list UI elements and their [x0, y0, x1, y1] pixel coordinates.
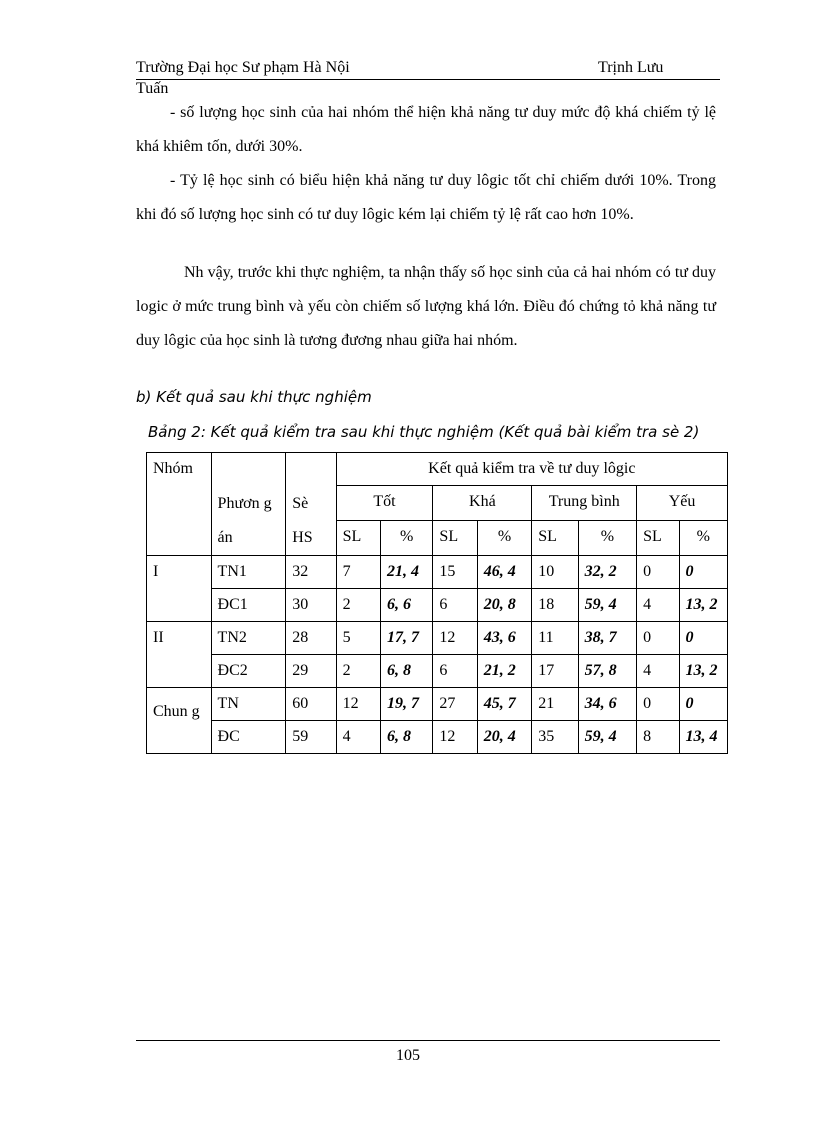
pct-cell: 46, 4 — [477, 556, 531, 589]
pct-cell: 6, 8 — [380, 721, 432, 754]
table-row — [147, 556, 728, 589]
sl-cell: 7 — [336, 556, 380, 589]
level-good: Tốt — [336, 486, 433, 521]
sl-cell: 0 — [637, 622, 679, 655]
subheader-pct: % — [679, 521, 727, 556]
method-cell: ĐC2 — [211, 655, 286, 688]
pct-cell: 43, 6 — [477, 622, 531, 655]
sl-cell: 11 — [532, 622, 578, 655]
pct-cell: 17, 7 — [380, 622, 432, 655]
header-method: Phươn g án — [211, 453, 286, 556]
subheader-sl: SL — [336, 521, 380, 556]
hs-cell: 60 — [286, 688, 336, 721]
sl-cell: 6 — [433, 655, 477, 688]
level-fair: Khá — [433, 486, 532, 521]
header-author: Trịnh Lưu — [598, 59, 664, 76]
pct-cell: 13, 4 — [679, 721, 727, 754]
subheader-sl: SL — [637, 521, 679, 556]
group-name: Chun g — [147, 688, 212, 754]
pct-cell: 21, 4 — [380, 556, 432, 589]
pct-cell: 19, 7 — [380, 688, 432, 721]
group-name: II — [147, 622, 212, 688]
sl-cell: 12 — [433, 721, 477, 754]
sl-cell: 0 — [637, 688, 679, 721]
paragraph-2: - Tỷ lệ học sinh có biểu hiện khả năng tư duy lôgic tốt chỉ chiếm dưới 10%. Trong khi đó số lượng học sinh có tư duy lôgic kém lại chiếm tỷ lệ rất cao hơn 10%. — [136, 172, 716, 223]
pct-cell: 32, 2 — [578, 556, 637, 589]
pct-cell: 0 — [679, 688, 727, 721]
hs-cell: 28 — [286, 622, 336, 655]
results-table — [146, 452, 728, 754]
sl-cell: 4 — [637, 655, 679, 688]
pct-cell: 59, 4 — [578, 589, 637, 622]
subheader-sl: SL — [532, 521, 578, 556]
hs-cell: 32 — [286, 556, 336, 589]
sl-cell: 4 — [336, 721, 380, 754]
header-author-continuation: Tuấn — [136, 80, 169, 97]
subheader-pct: % — [578, 521, 637, 556]
sl-cell: 17 — [532, 655, 578, 688]
sl-cell: 2 — [336, 589, 380, 622]
sl-cell: 6 — [433, 589, 477, 622]
pct-cell: 57, 8 — [578, 655, 637, 688]
sl-cell: 12 — [336, 688, 380, 721]
pct-cell: 0 — [679, 622, 727, 655]
sl-cell: 5 — [336, 622, 380, 655]
group-name: I — [147, 556, 212, 622]
hs-cell: 30 — [286, 589, 336, 622]
table-row — [147, 622, 728, 655]
sl-cell: 15 — [433, 556, 477, 589]
sl-cell: 4 — [637, 589, 679, 622]
level-weak: Yếu — [637, 486, 728, 521]
header-student-count: Sè HS — [286, 453, 336, 556]
pct-cell: 6, 6 — [380, 589, 432, 622]
method-cell: TN1 — [211, 556, 286, 589]
sl-cell: 8 — [637, 721, 679, 754]
pct-cell: 45, 7 — [477, 688, 531, 721]
method-cell: ĐC — [211, 721, 286, 754]
header-results: Kết quả kiểm tra về tư duy lôgic — [336, 453, 727, 486]
pct-cell: 20, 4 — [477, 721, 531, 754]
level-average: Trung bình — [532, 486, 637, 521]
table-row — [147, 721, 728, 754]
sl-cell: 27 — [433, 688, 477, 721]
paragraph-1: - số lượng học sinh của hai nhóm thể hiện khả năng tư duy mức độ khá chiếm tỷ lệ khá khiêm tốn, dưới 30%. — [136, 104, 716, 155]
header-institution: Trường Đại học Sư phạm Hà Nội — [136, 59, 350, 76]
pct-cell: 0 — [679, 556, 727, 589]
sl-cell: 2 — [336, 655, 380, 688]
pct-cell: 13, 2 — [679, 589, 727, 622]
page-number: 105 — [396, 1047, 420, 1064]
method-cell: TN2 — [211, 622, 286, 655]
hs-cell: 29 — [286, 655, 336, 688]
sl-cell: 12 — [433, 622, 477, 655]
method-cell: ĐC1 — [211, 589, 286, 622]
pct-cell: 20, 8 — [477, 589, 531, 622]
table-row — [147, 655, 728, 688]
pct-cell: 13, 2 — [679, 655, 727, 688]
pct-cell: 34, 6 — [578, 688, 637, 721]
header-group: Nhóm — [147, 453, 212, 556]
sl-cell: 35 — [532, 721, 578, 754]
sl-cell: 21 — [532, 688, 578, 721]
subheader-pct: % — [380, 521, 432, 556]
sl-cell: 0 — [637, 556, 679, 589]
pct-cell: 21, 2 — [477, 655, 531, 688]
table-caption: Bảng 2: Kết quả kiểm tra sau khi thực nghiệm (Kết quả bài kiểm tra sè 2) — [148, 423, 700, 441]
footer-divider — [136, 1040, 720, 1041]
subheader-pct: % — [477, 521, 531, 556]
section-subheading: b) Kết quả sau khi thực nghiệm — [136, 388, 372, 406]
hs-cell: 59 — [286, 721, 336, 754]
table-row — [147, 688, 728, 721]
method-cell: TN — [211, 688, 286, 721]
sl-cell: 18 — [532, 589, 578, 622]
sl-cell: 10 — [532, 556, 578, 589]
table-row — [147, 589, 728, 622]
pct-cell: 38, 7 — [578, 622, 637, 655]
pct-cell: 6, 8 — [380, 655, 432, 688]
subheader-sl: SL — [433, 521, 477, 556]
paragraph-3: Nh vậy, trước khi thực nghiệm, ta nhận thấy số học sinh của cả hai nhóm có tư duy logic ở mức trung bình và yếu còn chiếm số lượng khá lớn. Điều đó chứng tỏ khả năng tư duy lôgic của học sinh là tương đương nhau giữa hai nhóm. — [136, 264, 716, 349]
page-header — [136, 58, 720, 80]
pct-cell: 59, 4 — [578, 721, 637, 754]
